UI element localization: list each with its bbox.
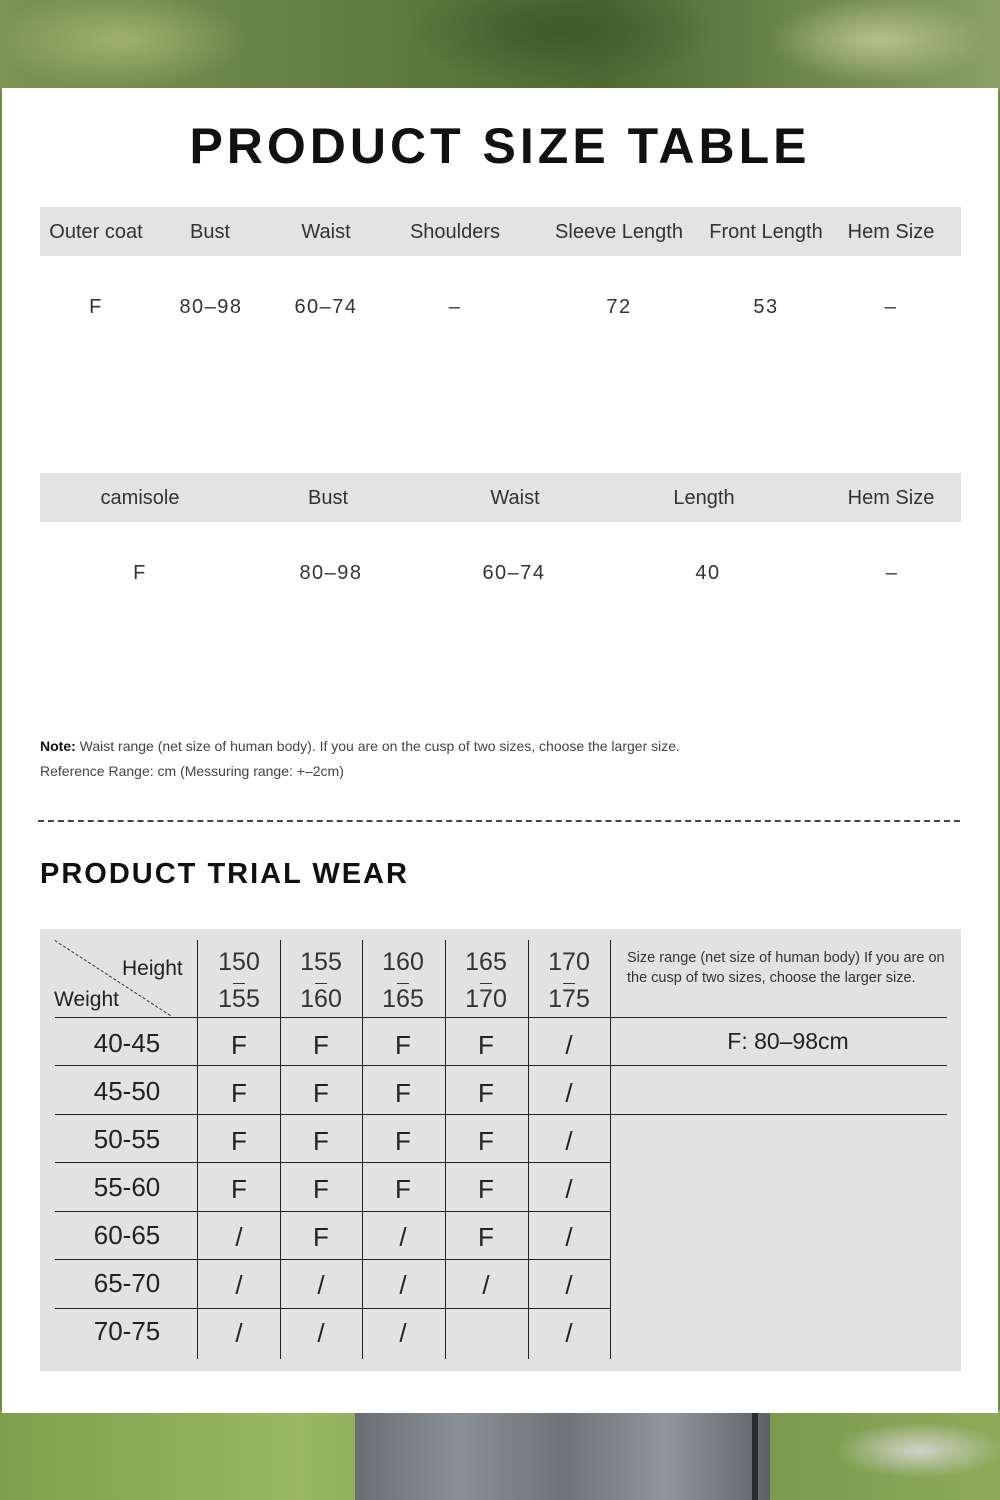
fit-cell: / [565, 1174, 573, 1204]
size-range-note: Size range (net size of human body) If you are on the cusp of two sizes, choose the larger size. [627, 950, 945, 986]
fit-cell: F [231, 1174, 247, 1204]
weight-row-label: 40-45 [93, 1028, 161, 1058]
weight-row-label: 60-65 [93, 1220, 161, 1250]
outer-coat-size: F [89, 296, 103, 318]
fit-cell: F [231, 1030, 247, 1060]
height-170-175-bottom: 175 [548, 985, 590, 1013]
fit-cell: F [395, 1126, 411, 1156]
camisole-hem-size: – [885, 562, 899, 584]
camisole-header-bust: Bust [307, 487, 349, 509]
outer-coat-header-waist: Waist [301, 221, 351, 243]
fit-cell: / [565, 1222, 573, 1252]
height-160-165-top: 160 [382, 948, 424, 976]
camisole-size: F [133, 562, 147, 584]
grid-line-vertical [197, 940, 198, 1359]
fit-cell: F [313, 1222, 329, 1252]
fit-cell: F [231, 1126, 247, 1156]
camisole-bust: 80–98 [299, 562, 363, 584]
grid-line-horizontal [55, 1162, 611, 1163]
outer-coat-sleeve-length: 72 [606, 296, 632, 318]
fit-cell: / [235, 1270, 243, 1300]
size-range-value: F: 80–98cm [727, 1028, 849, 1054]
fit-cell: F [478, 1174, 494, 1204]
grid-line-vertical [280, 940, 281, 1359]
trouser-photo [355, 1410, 770, 1500]
grid-line-horizontal [55, 1211, 611, 1212]
camisole-header-type: camisole [100, 487, 180, 509]
camisole-header-waist: Waist [490, 487, 540, 509]
fit-cell: / [565, 1126, 573, 1156]
section-divider [38, 820, 960, 822]
height-range-bar [563, 983, 575, 984]
height-155-160-bottom: 160 [300, 985, 342, 1013]
height-range-bar [233, 983, 245, 984]
fit-cell: / [565, 1318, 573, 1348]
outer-coat-header-bust: Bust [189, 221, 231, 243]
fit-cell: F [478, 1222, 494, 1252]
camisole-header-length: Length [673, 487, 735, 509]
fit-cell: F [313, 1126, 329, 1156]
weight-row-label: 65-70 [93, 1268, 161, 1298]
grid-line-horizontal [55, 1017, 947, 1018]
height-165-170-bottom: 170 [465, 985, 507, 1013]
fit-cell: F [231, 1078, 247, 1108]
reference-range-note: Reference Range: cm (Messuring range: +–2cm) [40, 763, 344, 779]
height-150-155-top: 150 [218, 948, 260, 976]
height-155-160-top: 155 [300, 948, 342, 976]
height-range-bar [315, 983, 327, 984]
fit-cell: / [317, 1270, 325, 1300]
outer-coat-header-sleeve-length: Sleeve Length [555, 221, 683, 243]
fit-cell: F [478, 1126, 494, 1156]
grid-line-vertical [610, 940, 611, 1359]
fit-cell: / [235, 1222, 243, 1252]
outer-coat-front-length: 53 [753, 296, 779, 318]
fit-cell: F [313, 1078, 329, 1108]
fit-cell: F [395, 1078, 411, 1108]
height-range-bar [480, 983, 492, 984]
height-range-bar [397, 983, 409, 984]
weight-row-label: 70-75 [93, 1316, 161, 1346]
weight-row-label: 55-60 [93, 1172, 161, 1202]
grid-line-horizontal [55, 1065, 947, 1066]
grid-line-horizontal [55, 1114, 947, 1115]
page-title: PRODUCT SIZE TABLE [189, 118, 811, 174]
grid-line-horizontal [55, 1259, 611, 1260]
fit-cell: / [399, 1222, 407, 1252]
outer-coat-header-type: Outer coat [49, 221, 143, 243]
grid-line-horizontal [55, 1308, 611, 1309]
fit-cell: F [313, 1030, 329, 1060]
trial-wear-title: PRODUCT TRIAL WEAR [40, 858, 409, 890]
fit-cell: / [565, 1270, 573, 1300]
fit-cell: / [399, 1270, 407, 1300]
fit-cell: / [317, 1318, 325, 1348]
background-photo-top [0, 0, 1000, 90]
outer-coat-header-bar [40, 207, 961, 256]
height-axis-label: Height [122, 957, 183, 980]
fit-cell: / [235, 1318, 243, 1348]
fit-cell: F [395, 1030, 411, 1060]
camisole-waist: 60–74 [482, 562, 546, 584]
note-label: Note: [40, 738, 76, 754]
height-170-175-top: 170 [548, 948, 590, 976]
note-line [40, 738, 680, 754]
camisole-length: 40 [695, 562, 721, 584]
outer-coat-header-hem-size: Hem Size [847, 221, 935, 243]
outer-coat-shoulders: – [448, 296, 462, 318]
outer-coat-header-front-length: Front Length [709, 221, 823, 243]
note-text: Waist range (net size of human body). If you are on the cusp of two sizes, choose the larger size. [75, 738, 680, 754]
height-165-170-top: 165 [465, 948, 507, 976]
grid-line-vertical [362, 940, 363, 1359]
camisole-header-hem-size: Hem Size [847, 487, 935, 509]
height-160-165-bottom: 165 [382, 985, 424, 1013]
outer-coat-waist: 60–74 [294, 296, 358, 318]
fit-cell: / [482, 1270, 490, 1300]
fit-cell: F [313, 1174, 329, 1204]
fit-cell: / [565, 1078, 573, 1108]
weight-axis-label: Weight [54, 988, 119, 1011]
height-150-155-bottom: 155 [218, 985, 260, 1013]
outer-coat-hem-size: – [884, 296, 898, 318]
outer-coat-header-shoulders: Shoulders [409, 221, 501, 243]
trouser-seam [752, 1410, 758, 1500]
outer-coat-bust: 80–98 [179, 296, 243, 318]
weight-row-label: 45-50 [93, 1076, 161, 1106]
fit-cell: F [395, 1174, 411, 1204]
fit-cell: F [478, 1030, 494, 1060]
weight-row-label: 50-55 [93, 1124, 161, 1154]
fit-cell: / [565, 1030, 573, 1060]
grid-line-vertical [528, 940, 529, 1359]
fit-cell: F [478, 1078, 494, 1108]
fit-cell: / [399, 1318, 407, 1348]
grid-line-vertical [445, 940, 446, 1359]
